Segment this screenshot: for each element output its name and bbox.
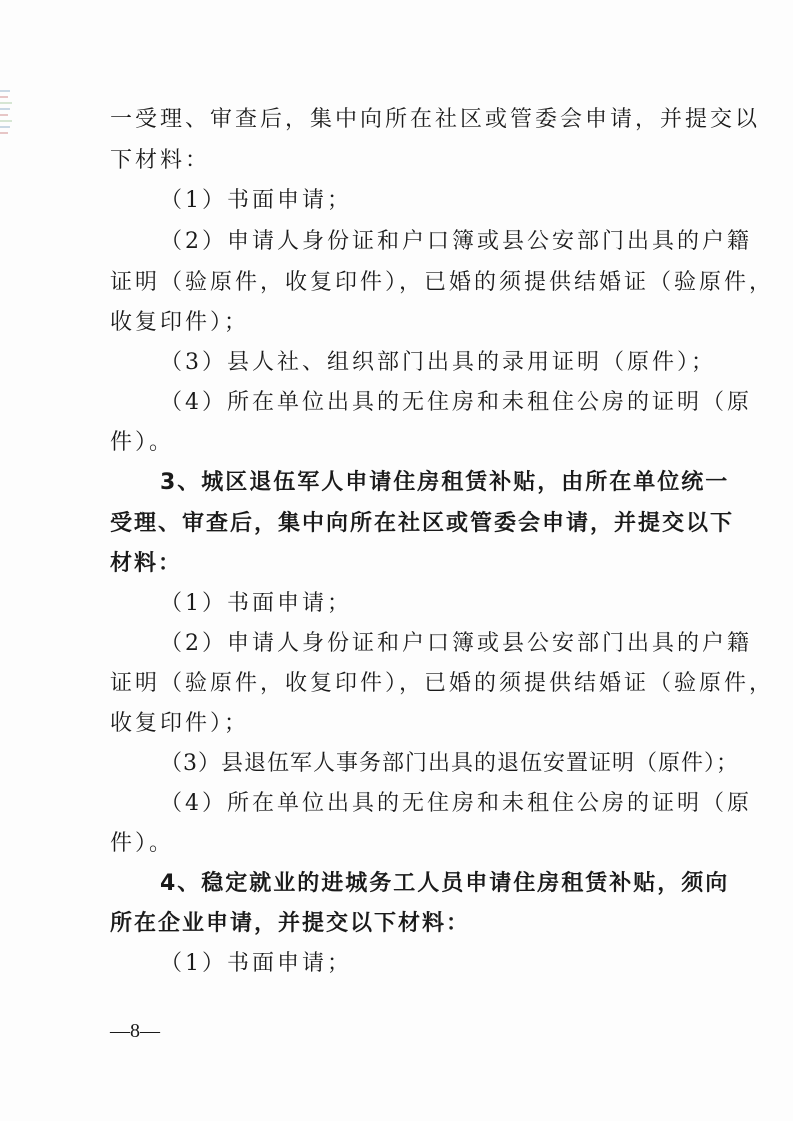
scan-margin-marks bbox=[0, 90, 14, 200]
text-line: （3）县退伍军人事务部门出具的退伍安置证明（原件）； bbox=[160, 751, 739, 776]
section-heading-4: 4、稳定就业的进城务工人员申请住房租赁补贴，须向 bbox=[160, 871, 730, 896]
text-line: 收复印件）； bbox=[110, 310, 250, 335]
text-line: 证明（验原件，收复印件），已婚的须提供结婚证（验原件， bbox=[110, 270, 775, 295]
section-heading-3-cont: 受理、审查后，集中向所在社区或管委会申请，并提交以下 bbox=[110, 511, 735, 536]
text-line: 收复印件）； bbox=[110, 711, 250, 736]
text-line: 件）。 bbox=[110, 430, 175, 455]
text-line: （1）书面申请； bbox=[160, 951, 352, 976]
section-heading-3: 3、城区退伍军人申请住房租赁补贴，由所在单位统一 bbox=[160, 470, 730, 495]
text-line: （3）县人社、组织部门出具的录用证明（原件）； bbox=[160, 350, 716, 375]
text-line: （2）申请人身份证和户口簿或县公安部门出具的户籍 bbox=[160, 229, 752, 254]
text-line: 件）。 bbox=[110, 831, 175, 856]
text-line: 一受理、审查后，集中向所在社区或管委会申请，并提交以 bbox=[110, 107, 761, 132]
page-number: —8— bbox=[110, 1020, 160, 1042]
text-line: 证明（验原件，收复印件），已婚的须提供结婚证（验原件， bbox=[110, 671, 775, 696]
text-line: （1）书面申请； bbox=[160, 188, 352, 213]
text-line: （1）书面申请； bbox=[160, 591, 352, 616]
text-line: 下材料： bbox=[110, 148, 211, 173]
section-heading-3-cont: 材料： bbox=[110, 551, 183, 576]
section-heading-4-cont: 所在企业申请，并提交以下材料： bbox=[110, 911, 471, 936]
text-line: （4）所在单位出具的无住房和未租住公房的证明（原 bbox=[160, 791, 752, 816]
text-line: （2）申请人身份证和户口簿或县公安部门出具的户籍 bbox=[160, 631, 752, 656]
text-line: （4）所在单位出具的无住房和未租住公房的证明（原 bbox=[160, 390, 752, 415]
